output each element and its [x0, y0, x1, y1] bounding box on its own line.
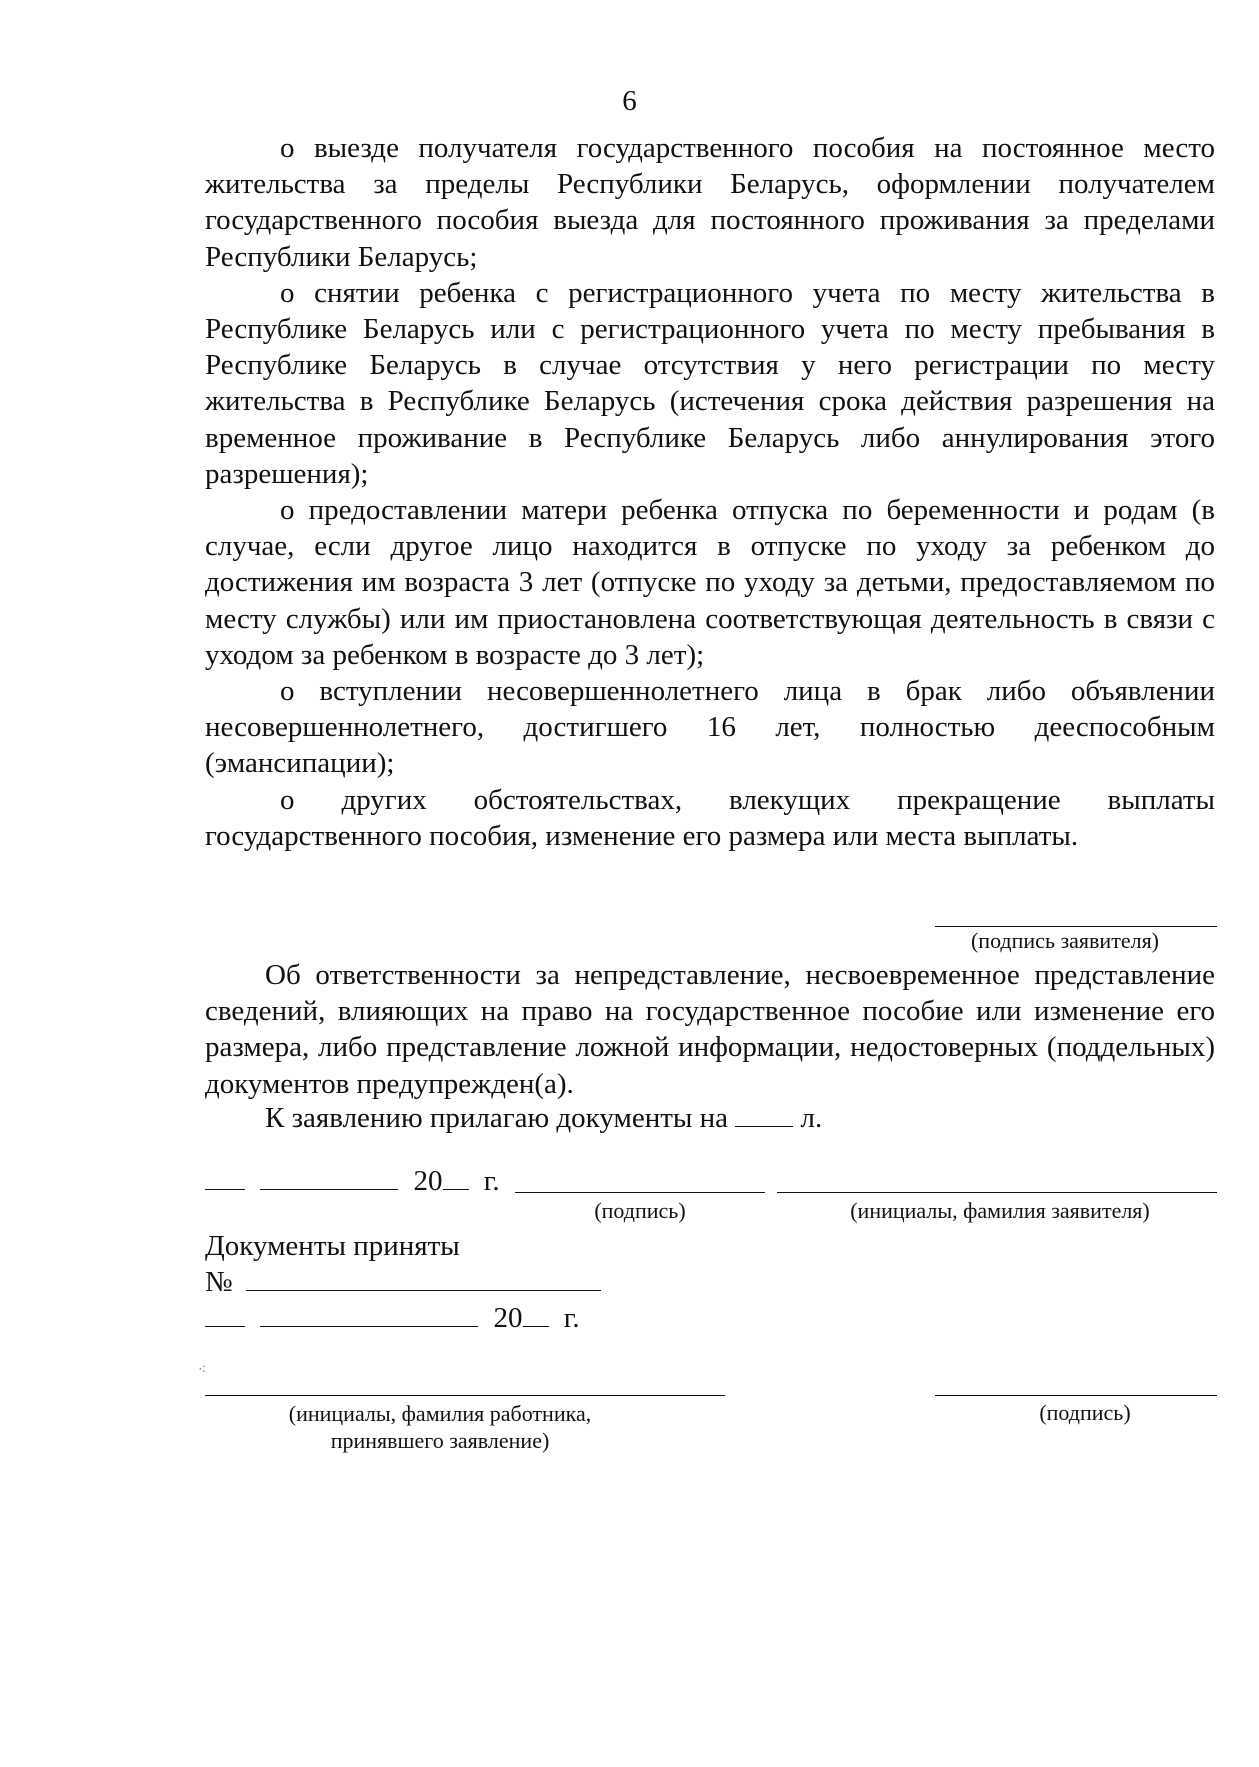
accepted-year-suffix: г.: [563, 1302, 580, 1334]
applicant-name-caption: (инициалы, фамилия заявителя): [850, 1198, 1150, 1223]
year-suffix: г.: [483, 1165, 500, 1197]
notification-list: [205, 130, 1215, 854]
acceptance-date-row: [205, 1300, 580, 1336]
employee-signature-caption: (подпись): [1039, 1400, 1131, 1425]
accepted-month-field[interactable]: [260, 1304, 478, 1327]
signature-caption: (подпись): [594, 1198, 686, 1223]
paragraph-departure: о выезде получателя государственного пособия на постоянное место жительства за пределы Республики Беларусь, оформлении получателем государственного пособия выезда для постоянного проживания за пределами Республики Беларусь;: [205, 132, 1215, 273]
applicant-signature-caption: (подпись заявителя): [970, 928, 1160, 953]
paragraph-deregistration: о снятии ребенка с регистрационного учета по месту жительства в Республике Беларусь или с регистрационного учета по месту пребывания в Республике Беларусь в случае отсутствия у него регистрации по месту жительства в Республике Беларусь (истечения срока действия разрешения на временное проживание в Республике Беларусь либо аннулирования этого разрешения);: [205, 276, 1215, 490]
number-sign: №: [205, 1266, 233, 1298]
application-date-row: [205, 1163, 500, 1199]
employee-caption-line-2: принявшего заявление): [330, 1428, 550, 1453]
registration-number-field[interactable]: [246, 1268, 601, 1291]
employee-signature-line[interactable]: [935, 1395, 1217, 1396]
accepted-day-field[interactable]: [205, 1304, 245, 1327]
accepted-year-field[interactable]: [523, 1304, 549, 1327]
paragraph-other-circumstances: о других обстоятельствах, влекущих прекращение выплаты государственного пособия, изменение его размера или места выплаты.: [205, 783, 1215, 852]
signature-line[interactable]: [515, 1192, 765, 1193]
attachments-suffix: л.: [800, 1102, 823, 1134]
documents-accepted-title: Документы приняты: [205, 1230, 460, 1262]
year-field[interactable]: [443, 1167, 469, 1190]
day-field[interactable]: [205, 1167, 245, 1190]
paragraph-maternity-leave: о предоставлении матери ребенка отпуска по беременности и родам (в случае, если другое лицо находится в отпуске по уходу за ребенком до достижения им возраста 3 лет (отпуске по уходу за детьми, предоставляемом по месту службы) или им приостановлена соответствующая деятельность в связи с уходом за ребенком в возрасте до 3 лет);: [205, 494, 1215, 671]
liability-warning: [205, 957, 1215, 1102]
employee-name-line[interactable]: [205, 1395, 725, 1396]
accepted-year-prefix: 20: [493, 1302, 523, 1334]
page-number: 6: [622, 85, 637, 117]
employee-caption-line-1: (инициалы, фамилия работника,: [288, 1401, 592, 1426]
applicant-signature-line[interactable]: [935, 926, 1217, 927]
applicant-name-line[interactable]: [777, 1192, 1217, 1193]
registration-number-row: [205, 1264, 601, 1300]
employee-name-caption: [205, 1400, 675, 1454]
liability-warning-text: Об ответственности за непредставление, несвоевременное представление сведений, влияющих на право на государственное пособие или изменение его размера, либо представление ложной информации, недостоверных (поддельных) документов предупрежден(а).: [205, 959, 1215, 1100]
year-prefix: 20: [413, 1165, 443, 1197]
attachments-prefix: К заявлению прилагаю документы на: [265, 1102, 729, 1134]
attachments-count-field[interactable]: [735, 1104, 793, 1127]
paragraph-marriage-emancipation: о вступлении несовершеннолетнего лица в брак либо объявлении несовершеннолетнего, достигшего 16 лет, полностью дееспособным (эмансипации);: [205, 675, 1215, 780]
attachments-line: [265, 1100, 822, 1136]
month-field[interactable]: [260, 1167, 398, 1190]
scan-speck: ⁖: [198, 1363, 207, 1378]
